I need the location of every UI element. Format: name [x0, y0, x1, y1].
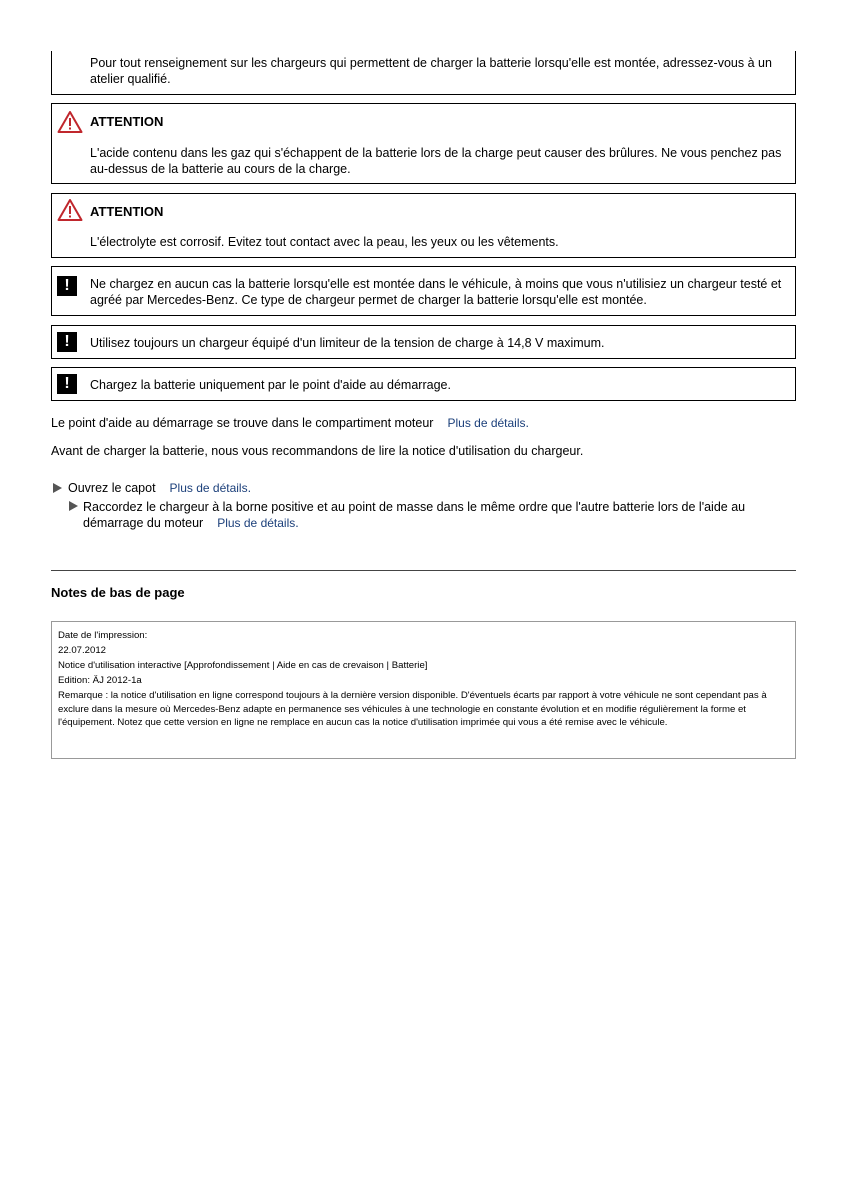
- edition: Edition: ÄJ 2012-1a: [58, 675, 142, 686]
- remark: Remarque : la notice d'utilisation en ligne correspond toujours à la dernière version disponible. D'éventuels écarts par rapport à votre véhicule ne sont cependant pas à exclure dans la mesure où Mercedes-Benz adapte en permanence ses véhicules à une technologie en constante évolution et en modifie régulièrement la forme et l'équipement. Notez que cette version en ligne ne remplace en aucun cas la notice d'utilisation imprimée qui vous a été remise avec le véhicule.: [58, 690, 767, 728]
- footnotes-heading: Notes de bas de page: [51, 585, 185, 600]
- warning-text-2: L'électrolyte est corrosif. Evitez tout contact avec la peau, les yeux ou les vêtements.: [90, 235, 559, 249]
- paragraph-jump-start-point: [51, 415, 529, 431]
- warning-text-1: L'acide contenu dans les gaz qui s'échappent de la batterie lors de la charge peut causer des brûlures. Ne vous penchez pas au-dessus de la batterie au cours de la charge.: [90, 146, 782, 176]
- step-1: [53, 480, 251, 496]
- print-date-label: Date de l'impression:: [58, 630, 148, 641]
- section-divider: [51, 570, 796, 571]
- period: .: [525, 416, 529, 430]
- notice-box-1: [51, 266, 796, 316]
- more-details-link[interactable]: Plus de détails: [217, 516, 296, 530]
- notice-text-1: Ne chargez en aucun cas la batterie lorsqu'elle est montée dans le véhicule, à moins que vous n'utilisiez un chargeur testé et agréé par Mercedes-Benz. Ce type de chargeur permet de charger la batterie lorsqu'elle est montée.: [90, 277, 782, 307]
- warning-triangle-icon: [57, 198, 83, 222]
- period: .: [247, 481, 252, 495]
- step-2-text: Raccordez le chargeur à la borne positive et au point de masse dans le même ordre que l'autre batterie lors de l'aide au démarrage du moteur: [83, 500, 746, 530]
- more-details-link[interactable]: Plus de détails: [447, 416, 526, 430]
- step-1-text: Ouvrez le capot: [68, 481, 156, 495]
- warning-title-2: ATTENTION: [90, 204, 164, 219]
- warning-box-2: [51, 193, 796, 258]
- notice-text-3: Chargez la batterie uniquement par le point d'aide au démarrage.: [90, 378, 451, 392]
- paragraph-read-manual: Avant de charger la batterie, nous vous recommandons de lire la notice d'utilisation du chargeur.: [51, 444, 584, 458]
- print-date: 22.07.2012: [58, 645, 107, 656]
- warning-triangle-icon: [57, 110, 83, 134]
- exclamation-icon: !: [57, 332, 77, 352]
- warning-title-1: ATTENTION: [90, 114, 164, 129]
- arrow-right-icon: [69, 501, 78, 511]
- exclamation-icon: !: [57, 276, 77, 296]
- top-note-box: [51, 51, 796, 95]
- notice-box-2: [51, 325, 796, 359]
- exclamation-icon: !: [57, 374, 77, 394]
- step-2: [83, 499, 783, 531]
- notice-text-2: Utilisez toujours un chargeur équipé d'un limiteur de la tension de charge à 14,8 V maximum.: [90, 336, 605, 350]
- top-note-text: Pour tout renseignement sur les chargeurs qui permettent de charger la batterie lorsqu'elle est montée, adressez-vous à un atelier qualifié.: [90, 56, 772, 86]
- warning-box-1: [51, 103, 796, 184]
- paragraph-text: Le point d'aide au démarrage se trouve dans le compartiment moteur: [51, 416, 434, 430]
- more-details-link[interactable]: Plus de détails: [169, 481, 248, 495]
- arrow-right-icon: [53, 483, 62, 493]
- notice-box-3: [51, 367, 796, 401]
- footnotes-box: [51, 621, 796, 759]
- document-title: Notice d'utilisation interactive [Approfondissement | Aide en cas de crevaison | Batterie]: [58, 660, 428, 671]
- period: .: [295, 516, 299, 530]
